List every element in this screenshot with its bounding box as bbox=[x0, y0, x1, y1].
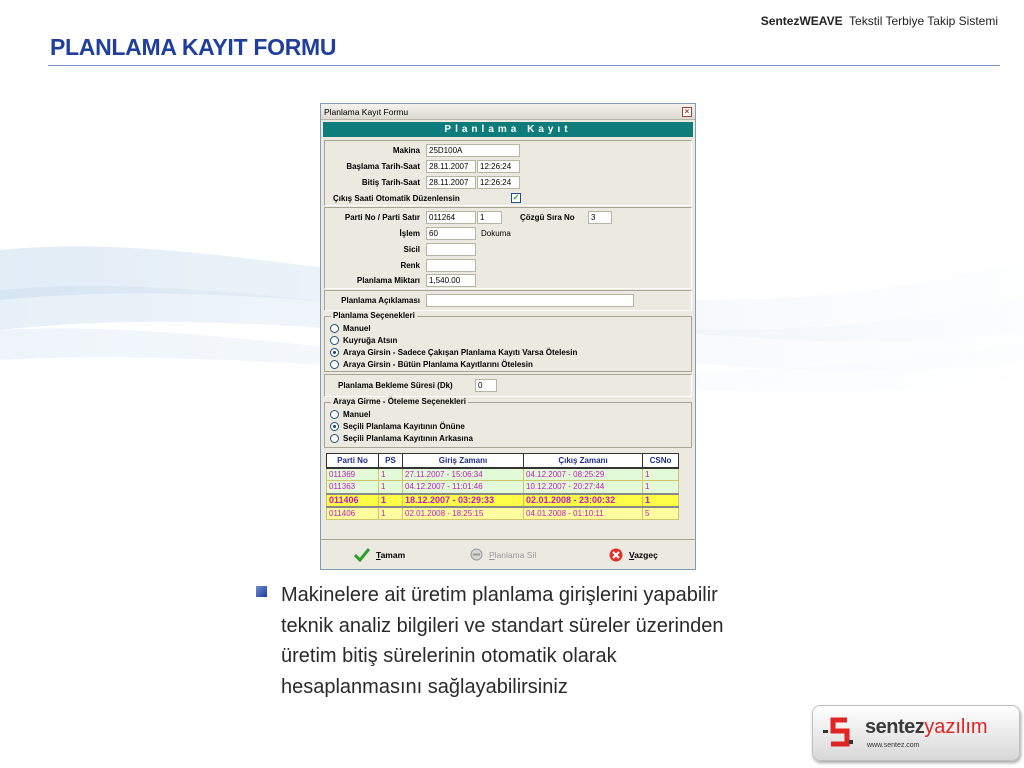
secenekler-title: Planlama Seçenekleri bbox=[333, 311, 415, 320]
radio-selected-icon bbox=[330, 422, 339, 431]
cell-parti: 011406 bbox=[327, 494, 379, 507]
radio-icon bbox=[330, 336, 339, 345]
planlama-window bbox=[320, 103, 696, 570]
sicil-label: Sicil bbox=[403, 245, 420, 254]
sentez-logo bbox=[812, 705, 1020, 761]
bekleme-label: Planlama Bekleme Süresi (Dk) bbox=[338, 381, 453, 390]
cell-ps: 1 bbox=[379, 507, 403, 520]
secenekler-group bbox=[324, 311, 692, 372]
delete-icon bbox=[470, 548, 483, 561]
cell-giris: 02.01.2008 - 18:25:15 bbox=[403, 507, 524, 520]
islem-label: İşlem bbox=[399, 229, 420, 238]
oteleme-radio-1[interactable] bbox=[330, 422, 465, 431]
miktar-label: Planlama Miktarı bbox=[356, 276, 420, 285]
title-divider bbox=[48, 65, 1000, 66]
secenek-label: Manuel bbox=[343, 324, 371, 333]
cell-giris: 27.11.2007 - 15:06:34 bbox=[403, 468, 524, 481]
radio-icon bbox=[330, 410, 339, 419]
bullet-text: Makinelere ait üretim planlama girişlerini yapabilir teknik analiz bilgileri ve standart süreler üzerinden üretim bitiş sürelerinin otomatik olarak hesaplanmasını sağlayabilirsiniz bbox=[281, 584, 724, 698]
parti-no-input[interactable]: 011264 bbox=[426, 211, 476, 224]
cell-ps: 1 bbox=[379, 494, 403, 507]
oteleme-title: Araya Girme - Öteleme Seçenekleri bbox=[333, 397, 466, 406]
slide-title: PLANLAMA KAYIT FORMU bbox=[50, 34, 337, 60]
aciklama-input[interactable] bbox=[426, 294, 634, 307]
cell-giris: 04.12.2007 - 11:01:46 bbox=[403, 481, 524, 494]
close-icon[interactable]: × bbox=[682, 107, 692, 117]
col-ps[interactable]: PS bbox=[379, 454, 403, 468]
button-bar bbox=[321, 539, 695, 569]
form-banner: Planlama Kayıt bbox=[323, 122, 693, 137]
parti-label: Parti No / Parti Satır bbox=[344, 213, 420, 222]
cell-parti: 011406 bbox=[327, 507, 379, 520]
cell-cikis: 04.01.2008 - 01:10:11 bbox=[524, 507, 643, 520]
baslama-label: Başlama Tarih-Saat bbox=[346, 162, 420, 171]
table-row[interactable] bbox=[327, 481, 679, 494]
delete-button[interactable] bbox=[470, 548, 536, 561]
col-parti-no[interactable]: Parti No bbox=[327, 454, 379, 468]
cozgu-input[interactable]: 3 bbox=[588, 211, 612, 224]
bitis-date-input[interactable]: 28.11.2007 bbox=[426, 176, 476, 189]
cancel-icon bbox=[609, 548, 623, 562]
secenek-radio-0[interactable] bbox=[330, 324, 371, 333]
table-row-selected[interactable] bbox=[327, 494, 679, 507]
makina-input[interactable]: 25D100A bbox=[426, 144, 520, 157]
aciklama-panel bbox=[324, 290, 692, 311]
bullet-icon bbox=[256, 586, 267, 597]
radio-icon bbox=[330, 434, 339, 443]
secenek-label: Kuyruğa Atsın bbox=[343, 336, 398, 345]
radio-icon bbox=[330, 324, 339, 333]
logo-wordmark bbox=[865, 716, 988, 739]
cell-ps: 1 bbox=[379, 481, 403, 494]
table-row[interactable] bbox=[327, 507, 679, 520]
ok-button[interactable] bbox=[354, 548, 405, 562]
col-cikis[interactable]: Çıkış Zamanı bbox=[524, 454, 643, 468]
window-titlebar bbox=[321, 104, 695, 120]
logo-url: www.sentez.com bbox=[867, 742, 920, 749]
islem-input[interactable]: 60 bbox=[426, 227, 476, 240]
secenek-label: Araya Girsin - Sadece Çakışan Planlama Kayıtı Varsa Ötelesin bbox=[343, 348, 578, 357]
cancel-label: Vazgeç bbox=[629, 550, 658, 560]
oteleme-label: Seçili Planlama Kayıtının Önüne bbox=[343, 422, 465, 431]
miktar-input[interactable]: 1,540.00 bbox=[426, 274, 476, 287]
brand-name: SentezWEAVE bbox=[760, 14, 843, 28]
radio-icon bbox=[330, 360, 339, 369]
logo-name-red: yazılım bbox=[924, 716, 988, 738]
baslama-date-input[interactable]: 28.11.2007 bbox=[426, 160, 476, 173]
table-row[interactable] bbox=[327, 468, 679, 481]
cikis-label: Çıkış Saati Otomatik Düzenlensin bbox=[333, 194, 460, 203]
header-brand bbox=[761, 14, 998, 28]
oteleme-label: Seçili Planlama Kayıtının Arkasına bbox=[343, 434, 473, 443]
logo-name-dark: sentez bbox=[865, 716, 925, 738]
cell-parti: 011363 bbox=[327, 481, 379, 494]
renk-input[interactable] bbox=[426, 259, 476, 272]
islem-desc: Dokuma bbox=[481, 229, 511, 238]
cell-cikis: 04.12.2007 - 08:25:29 bbox=[524, 468, 643, 481]
secenek-radio-3[interactable] bbox=[330, 360, 533, 369]
cikis-checkbox[interactable]: ✓ bbox=[512, 193, 520, 202]
machine-panel bbox=[324, 140, 692, 206]
secenek-radio-1[interactable] bbox=[330, 336, 397, 345]
logo-s-icon bbox=[823, 716, 853, 748]
sicil-input[interactable] bbox=[426, 243, 476, 256]
secenek-radio-2[interactable] bbox=[330, 348, 577, 357]
radio-selected-icon bbox=[330, 348, 339, 357]
cell-ps: 1 bbox=[379, 468, 403, 481]
bitis-label: Bitiş Tarih-Saat bbox=[361, 178, 420, 187]
checkmark-icon bbox=[354, 548, 370, 562]
cell-cikis: 10.12.2007 - 20:27:44 bbox=[524, 481, 643, 494]
cell-giris: 18.12.2007 - 03:29:33 bbox=[403, 494, 524, 507]
bitis-time-input[interactable]: 12:26:24 bbox=[477, 176, 520, 189]
makina-label: Makina bbox=[392, 146, 420, 155]
parti-panel bbox=[324, 207, 692, 289]
delete-label: Planlama Sil bbox=[489, 549, 537, 560]
aciklama-label: Planlama Açıklaması bbox=[341, 296, 420, 305]
renk-label: Renk bbox=[400, 261, 420, 270]
cell-csno: 1 bbox=[643, 468, 679, 481]
planning-grid bbox=[326, 453, 679, 520]
cell-csno: 5 bbox=[643, 507, 679, 520]
col-giris[interactable]: Giriş Zamanı bbox=[403, 454, 524, 468]
cell-csno: 1 bbox=[643, 481, 679, 494]
cell-cikis: 02.01.2008 - 23:00:32 bbox=[524, 494, 643, 507]
brand-subtitle: Tekstil Terbiye Takip Sistemi bbox=[849, 14, 998, 28]
cell-parti: 011369 bbox=[327, 468, 379, 481]
baslama-time-input[interactable]: 12:26:24 bbox=[477, 160, 520, 173]
cozgu-label: Çözgü Sıra No bbox=[520, 213, 575, 222]
cell-csno: 1 bbox=[643, 494, 679, 507]
secenek-label: Araya Girsin - Bütün Planlama Kayıtlarını Ötelesin bbox=[343, 360, 533, 369]
oteleme-label: Manuel bbox=[343, 410, 371, 419]
cancel-button[interactable] bbox=[609, 548, 658, 562]
ok-label: Tamam bbox=[376, 550, 406, 560]
bekleme-input[interactable]: 0 bbox=[475, 379, 497, 392]
grid-header bbox=[327, 454, 679, 468]
oteleme-radio-0[interactable] bbox=[330, 410, 371, 419]
window-title: Planlama Kayıt Formu bbox=[324, 106, 409, 117]
oteleme-radio-2[interactable] bbox=[330, 434, 473, 443]
oteleme-group bbox=[324, 397, 692, 448]
col-csno[interactable]: CSNo bbox=[643, 454, 679, 468]
bekleme-panel bbox=[324, 374, 692, 397]
parti-satir-input[interactable]: 1 bbox=[477, 211, 502, 224]
